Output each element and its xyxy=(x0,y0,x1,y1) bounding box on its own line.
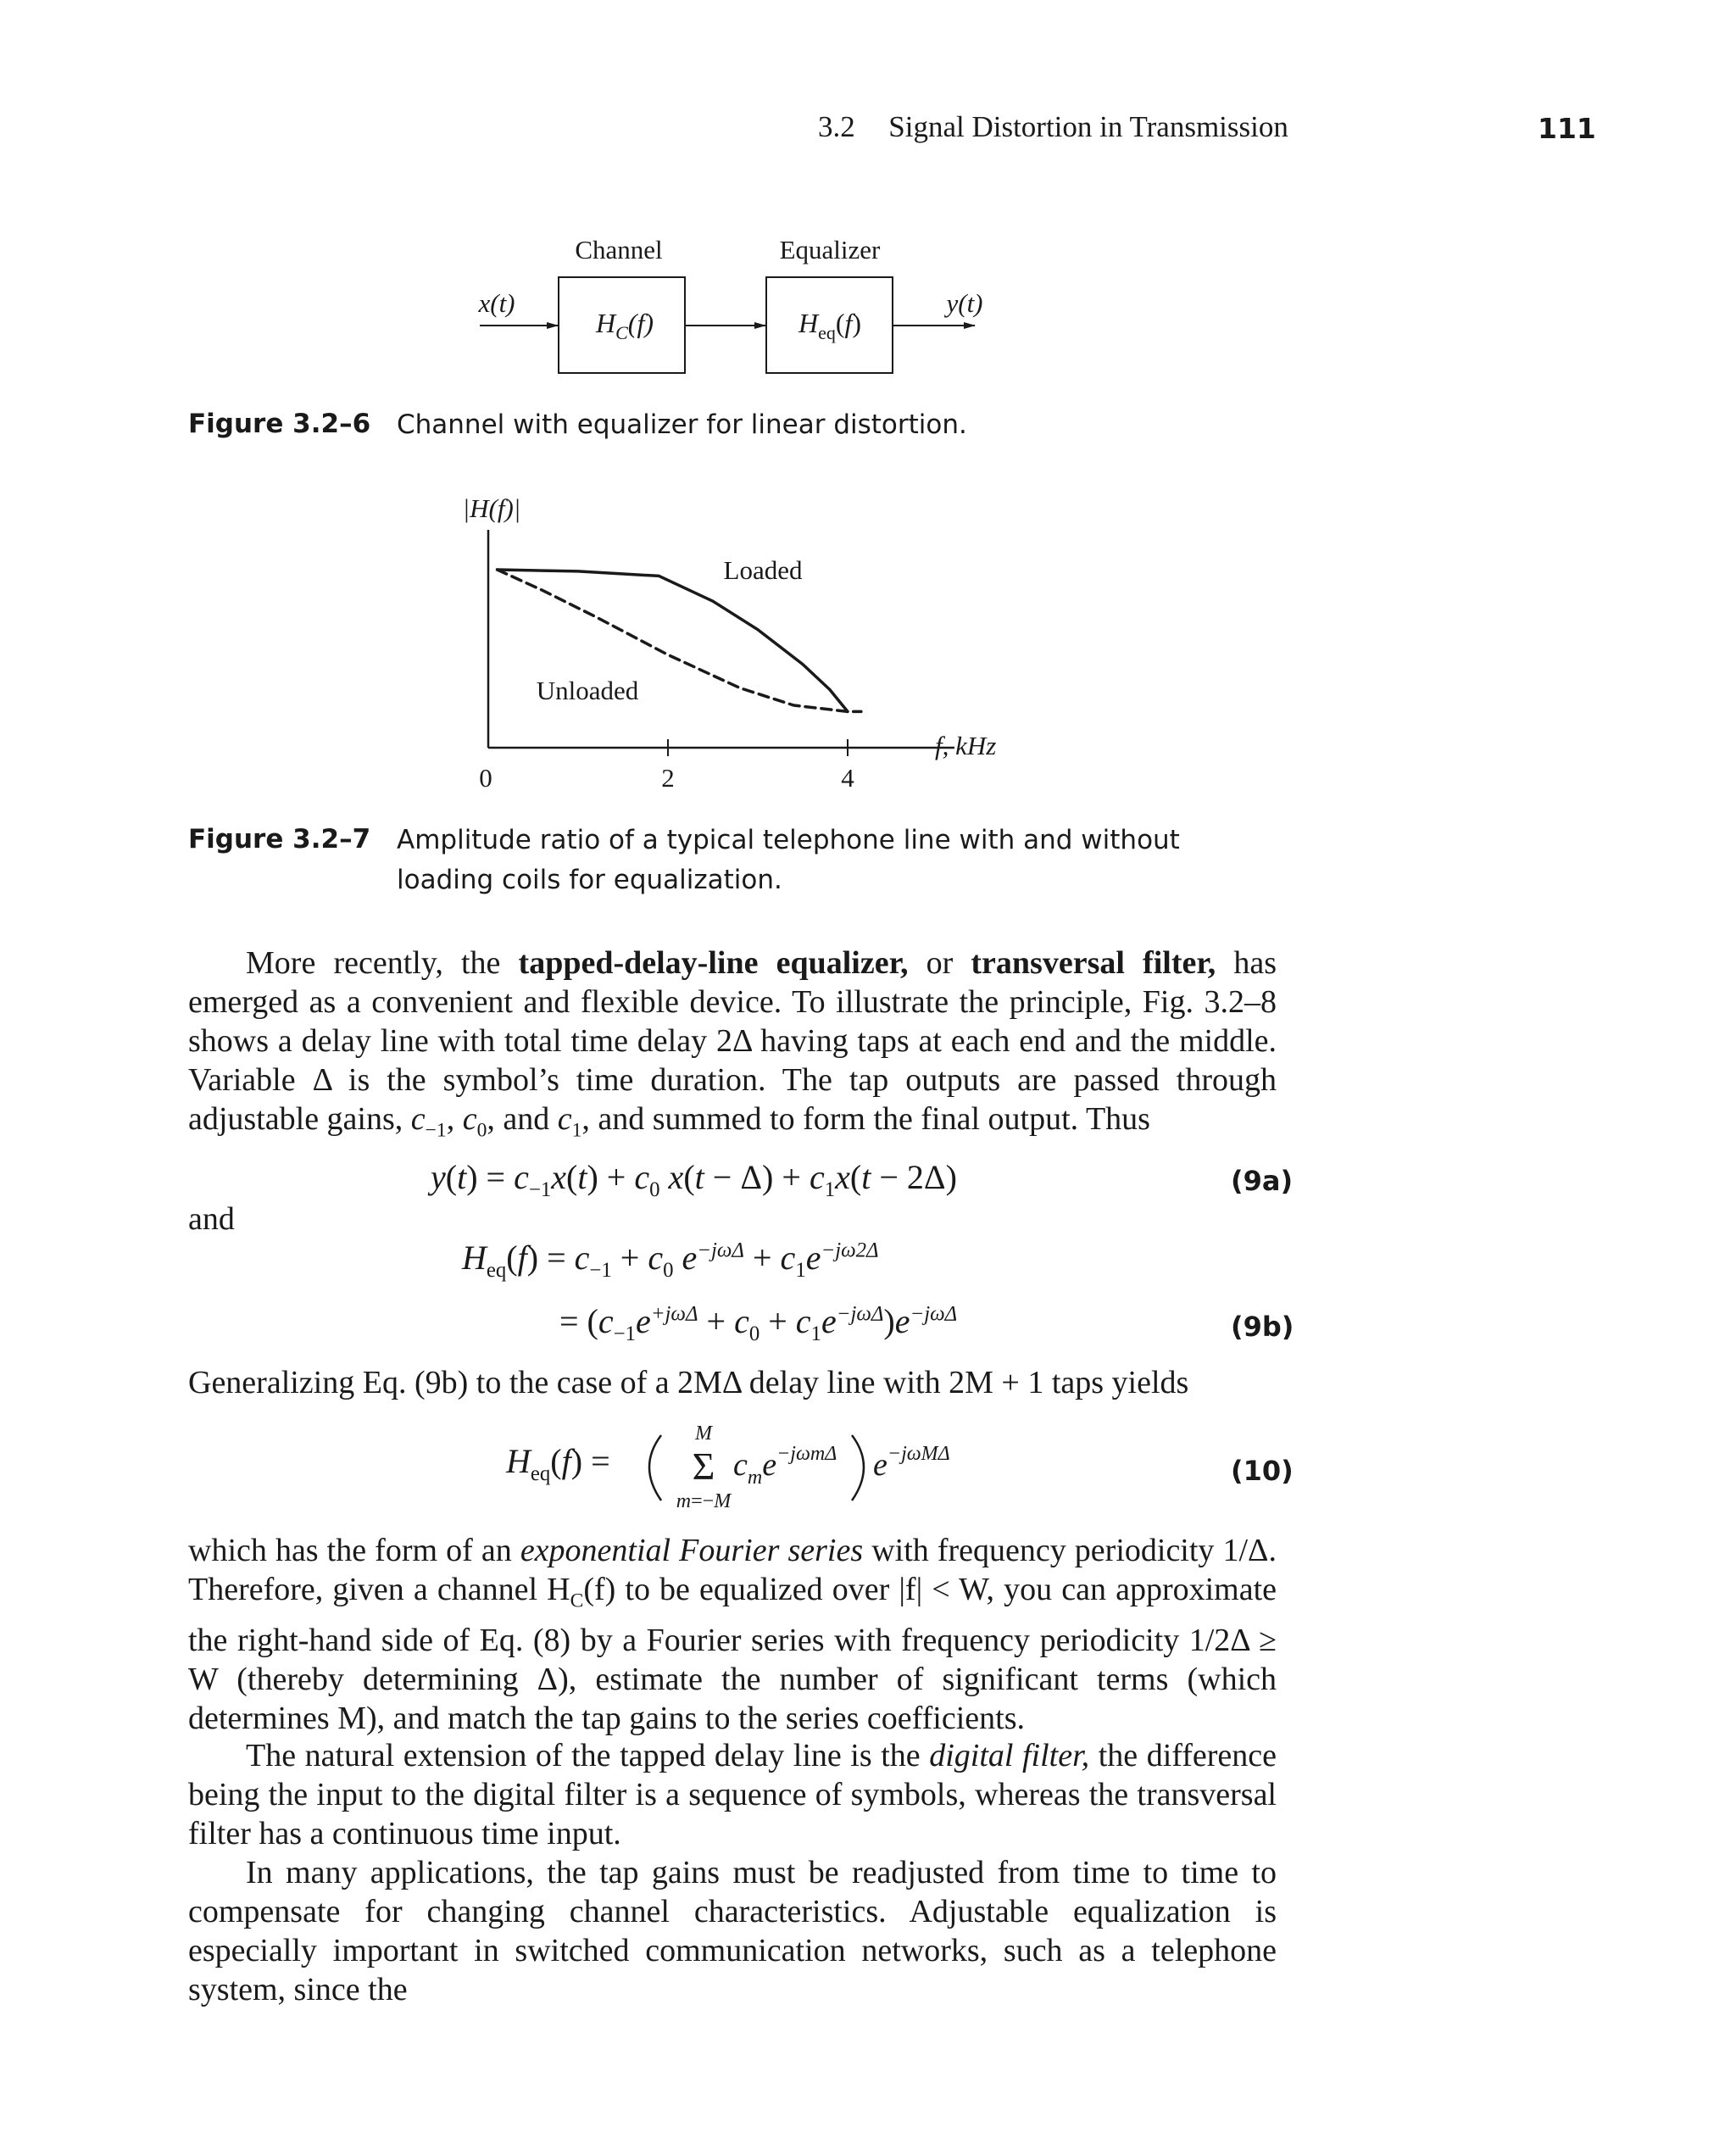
equation-number-9a: (9a) xyxy=(1231,1165,1294,1197)
y-axis-label: |H(f)| xyxy=(462,493,521,523)
paragraph-5: In many applications, the tap gains must be readjusted from time to time to compensate for changing channel characteristics. Adjustable equalization is especially important in switched communication networks, such as a telephone system, since the xyxy=(188,1855,1277,2007)
equation-9b-line2: = $(c_{-1}e^{+j\omega\Delta} + c_0 + c_1e^{-j\omega\Delta})e^{-j\omega\Delta}$ xyxy=(559,1302,958,1345)
term-transversal-filter: transversal filter, xyxy=(971,945,1216,981)
section-number: 3.2 xyxy=(818,110,855,143)
svg-text:M: M xyxy=(695,1422,712,1445)
paragraph-4: The natural extension of the tapped delay line is the digital filter, the difference being the input to the digital filter is a sequence of symbols, whereas the transversal filter has a continuous time input. xyxy=(188,1738,1277,1851)
channel-block-label: $H_C(f)$ xyxy=(596,308,654,343)
svg-text:Σ: Σ xyxy=(692,1445,715,1488)
section-title: Signal Distortion in Transmission xyxy=(888,110,1288,143)
equation-10: $H_{eq}(f)$ = xyxy=(506,1442,610,1485)
x-tick-label: 0 xyxy=(479,763,492,793)
term-digital-filter: digital filter, xyxy=(929,1738,1090,1773)
page-number: 111 xyxy=(1538,112,1596,145)
equation-9a: $y(t) = c_{-1}x(t) + c_0$ $x(t - \Delta) + c_1x(t - 2\Delta)$ xyxy=(431,1158,957,1201)
x-tick-label: 2 xyxy=(661,763,675,793)
figure-3-2-7-label: Figure 3.2–7 xyxy=(188,824,371,855)
word-and: and xyxy=(188,1201,235,1237)
channel-title: Channel xyxy=(575,235,663,264)
equation-9b-line1: $H_{eq}(f) = c_{-1} + c_0$ $e^{-j\omega\Delta} + c_1e^{-j\omega 2\Delta}$ xyxy=(462,1239,879,1282)
equalizer-title: Equalizer xyxy=(779,235,881,264)
output-label: y(t) xyxy=(946,288,983,318)
svg-text:cme−jωmΔ: $c_me^{-j\omega m\Delta}$ xyxy=(733,1443,837,1489)
equation-number-9b: (9b) xyxy=(1231,1311,1294,1343)
figure-3-2-6-label: Figure 3.2–6 xyxy=(188,409,371,439)
series-unloaded-label: Unloaded xyxy=(536,676,639,705)
paragraph-2: Generalizing Eq. (9b) to the case of a 2MΔ delay line with 2M + 1 taps yields xyxy=(188,1365,1189,1400)
series-loaded-label: Loaded xyxy=(723,555,803,585)
term-exponential-fourier-series: exponential Fourier series xyxy=(520,1533,864,1568)
input-label: x(t) xyxy=(478,288,515,318)
svg-text:m=−M: m=−M xyxy=(676,1490,732,1512)
svg-text:e−jωMΔ: $e^{-j\omega M\Delta}$ xyxy=(873,1443,950,1483)
equation-number-10: (10) xyxy=(1231,1455,1294,1487)
x-tick-label: 4 xyxy=(841,763,854,793)
paragraph-1: More recently, the tapped-delay-line equalizer, or transversal filter, has emerged as a convenient and flexible device. To illustrate the principle, Fig. 3.2–8 shows a delay line with total time delay 2Δ having taps at each end and the middle. Variable Δ is the symbol’s time duration. The tap outputs are passed through adjustable gains, $c_{-1}$, $c_0$, and $c_1$, and summed to form the final output. Thus xyxy=(188,945,1277,1142)
term-tapped-delay-line-equalizer: tapped-delay-line equalizer, xyxy=(518,945,909,981)
x-axis-label: f, kHz xyxy=(935,731,997,760)
equalizer-block-label: $H_{eq}(f)$ xyxy=(798,308,862,343)
paragraph-3: which has the form of an exponential Fourier series with frequency periodicity 1/Δ. Therefore, given a channel $H_C(f)$ to be equalized over |f| < W, you can approximate the right-hand side of Eq. (8) by a Fourier series with frequency periodicity 1/2Δ ≥ W (thereby determining Δ), estimate the number of significant terms (which determines M), and match the tap gains to the series coefficients. xyxy=(188,1533,1277,1736)
figure-3-2-7-caption: Amplitude ratio of a typical telephone line with and without loading coils for equalization. xyxy=(397,825,1180,895)
figure-3-2-6-caption: Channel with equalizer for linear distortion. xyxy=(397,409,967,440)
